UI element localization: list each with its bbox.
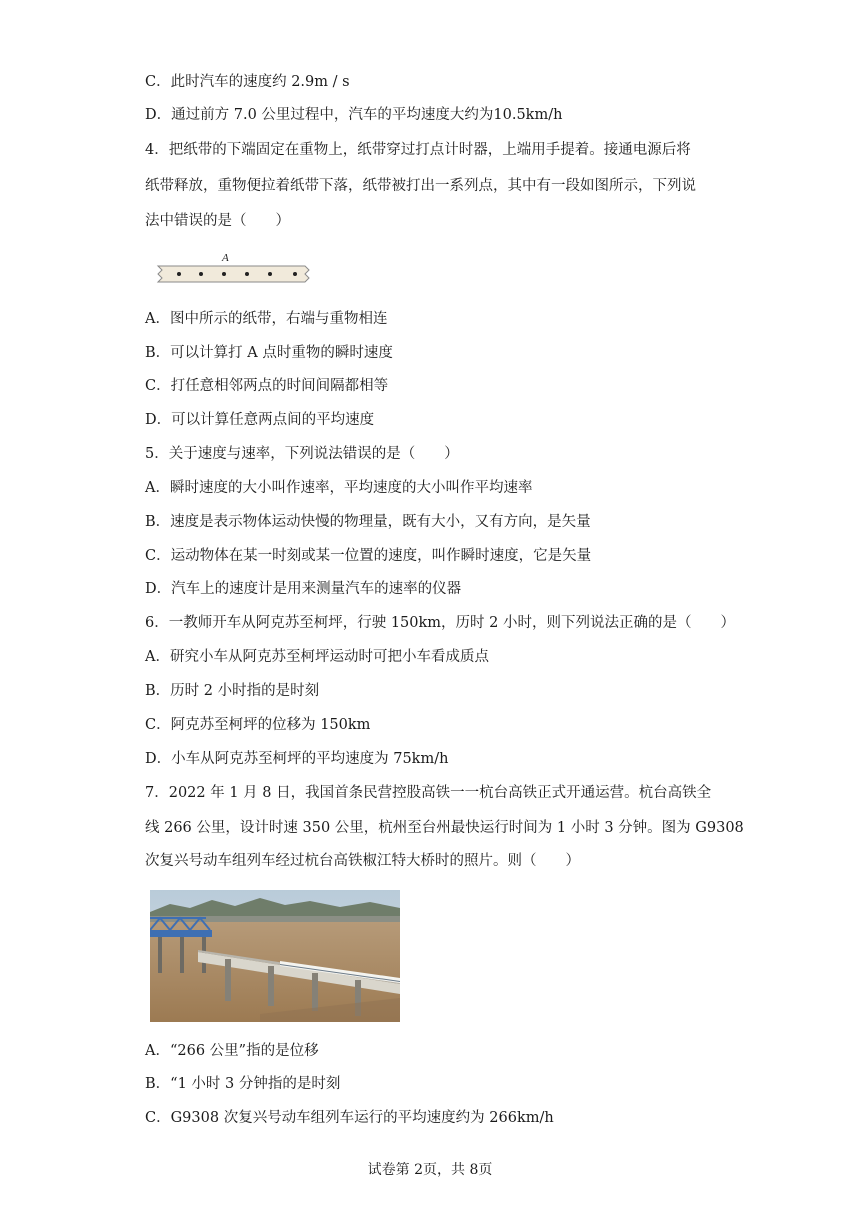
question-5: 5．关于速度与速率，下列说法错误的是（ ） xyxy=(145,446,459,462)
option-c-q6: C．阿克苏至柯坪的位移为 150km xyxy=(145,717,371,733)
paper-tape-figure xyxy=(155,250,315,290)
question-6: 6．一教师开车从阿克苏至柯坪，行驶 150km，历时 2 小时，则下列说法正确的是（ ） xyxy=(145,615,735,631)
question-7-line-3: 次复兴号动车组列车经过杭台高铁椒江特大桥时的照片。则（ ） xyxy=(145,853,580,869)
option-b-q5: B．速度是表示物体运动快慢的物理量，既有大小，又有方向，是矢量 xyxy=(145,514,591,530)
option-b-q4: B．可以计算打 A 点时重物的瞬时速度 xyxy=(145,345,393,361)
tape-dot xyxy=(177,272,181,276)
railway-bridge-photo xyxy=(150,890,400,1022)
option-d-q4: D．可以计算任意两点间的平均速度 xyxy=(145,412,375,428)
option-b-q6: B．历时 2 小时指的是时刻 xyxy=(145,683,320,699)
question-4-line-3: 法中错误的是（ ） xyxy=(145,213,290,229)
tape-dot xyxy=(268,272,272,276)
option-a-q6: A．研究小车从阿克苏至柯坪运动时可把小车看成质点 xyxy=(145,649,489,665)
option-a-q4: A．图中所示的纸带，右端与重物相连 xyxy=(145,311,388,327)
question-7-line-2: 线 266 公里，设计时速 350 公里，杭州至台州最快运行时间为 1 小时 3 分钟。图为 G9308 xyxy=(145,820,744,836)
question-4-line-1: 4．把纸带的下端固定在重物上，纸带穿过打点计时器，上端用手提着。接通电源后将 xyxy=(145,142,691,158)
bridge-photo-illustration xyxy=(150,890,400,1022)
question-7-line-1: 7．2022 年 1 月 8 日，我国首条民营控股高铁一一杭台高铁正式开通运营。杭台高铁全 xyxy=(145,785,712,801)
option-d-q6: D．小车从阿克苏至柯坪的平均速度为 75km/h xyxy=(145,751,449,767)
option-d-q3: D．通过前方 7.0 公里过程中，汽车的平均速度大约为10.5km/h xyxy=(145,107,563,123)
option-c-q4: C．打任意相邻两点的时间间隔都相等 xyxy=(145,378,389,394)
page-footer: 试卷第 2页，共 8页 xyxy=(367,1162,493,1178)
question-4-line-2: 纸带释放，重物便拉着纸带下落，纸带被打出一系列点，其中有一段如图所示，下列说 xyxy=(145,178,696,194)
tape-dot xyxy=(245,272,249,276)
option-d-q5: D．汽车上的速度计是用来测量汽车的速率的仪器 xyxy=(145,581,462,597)
option-c-q7: C．G9308 次复兴号动车组列车运行的平均速度约为 266km/h xyxy=(145,1110,554,1126)
option-a-q7: A．“266 公里”指的是位移 xyxy=(145,1043,319,1059)
paper-tape-diagram xyxy=(155,250,315,290)
tape-dot-a xyxy=(222,272,226,276)
option-a-q5: A．瞬时速度的大小叫作速率，平均速度的大小叫作平均速率 xyxy=(145,480,533,496)
option-b-q7: B．“1 小时 3 分钟指的是时刻 xyxy=(145,1076,341,1092)
point-a-label: A xyxy=(222,252,229,264)
tape-dot xyxy=(293,272,297,276)
tape-dot xyxy=(199,272,203,276)
option-c-q3: C．此时汽车的速度约 2.9m / s xyxy=(145,74,350,90)
option-c-q5: C．运动物体在某一时刻或某一位置的速度，叫作瞬时速度，它是矢量 xyxy=(145,548,592,564)
